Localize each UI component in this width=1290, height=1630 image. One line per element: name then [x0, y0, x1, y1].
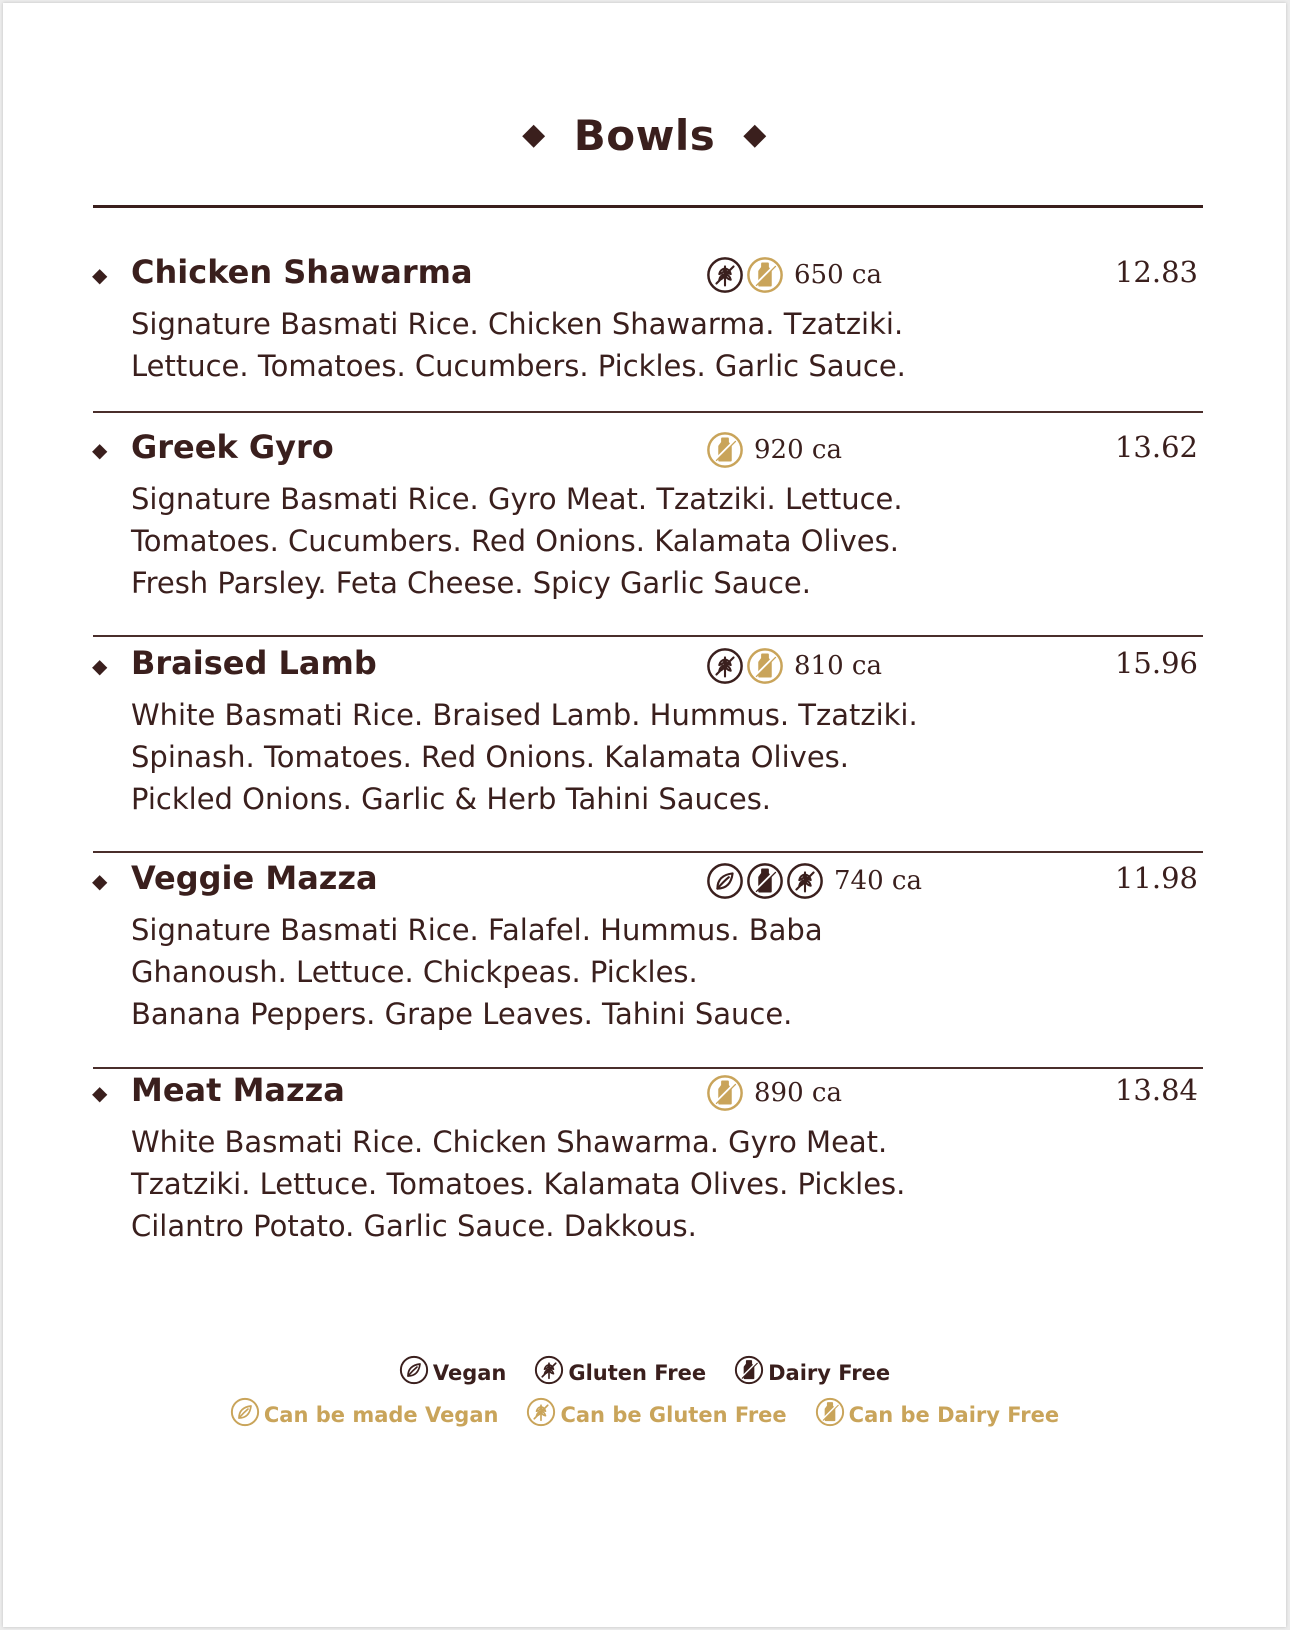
can-be-dairy-free-icon [815, 1397, 845, 1432]
description-line: Signature Basmati Rice. Gyro Meat. Tzatziki. Lettuce. [131, 482, 903, 516]
legend-item [399, 1355, 507, 1390]
description-line: Lettuce. Tomatoes. Cucumbers. Pickles. Garlic Sauce. [131, 349, 906, 383]
item-calories: 810 ca [794, 651, 882, 681]
description-line: Pickled Onions. Garlic & Herb Tahini Sauces. [131, 782, 772, 816]
item-price: 13.62 [1114, 430, 1198, 464]
item-diet-badges [706, 431, 842, 469]
item-description [131, 478, 1031, 604]
can-be-dairy-free-icon [706, 431, 744, 469]
item-price: 11.98 [1114, 861, 1198, 895]
item-bullet-icon: ◆ [92, 869, 108, 893]
vegan-icon [706, 862, 744, 900]
title-divider [93, 205, 1203, 208]
description-line: Banana Peppers. Grape Leaves. Tahini Sauce. [131, 997, 793, 1031]
description-line: White Basmati Rice. Chicken Shawarma. Gyro Meat. [131, 1125, 888, 1159]
can-be-dairy-free-icon [746, 256, 784, 294]
item-description [131, 694, 1031, 820]
section-heading [3, 111, 1286, 160]
can-be-gluten-free-icon [526, 1397, 556, 1432]
can-be-vegan-icon [230, 1397, 260, 1432]
item-name: Veggie Mazza [131, 859, 378, 897]
item-price: 12.83 [1114, 255, 1198, 289]
item-diet-badges [706, 256, 882, 294]
description-line: Signature Basmati Rice. Falafel. Hummus. Baba [131, 913, 823, 947]
item-name: Chicken Shawarma [131, 253, 473, 291]
dairy-free-icon [734, 1355, 764, 1390]
legend-item [534, 1355, 706, 1390]
legend-item [526, 1397, 786, 1432]
gluten-free-icon [534, 1355, 564, 1390]
item-calories: 890 ca [754, 1078, 842, 1108]
item-diet-badges [706, 647, 882, 685]
item-name: Braised Lamb [131, 644, 377, 682]
gluten-free-icon [786, 862, 824, 900]
item-description [131, 303, 1031, 387]
item-name: Greek Gyro [131, 428, 334, 466]
legend-item [815, 1397, 1059, 1432]
item-calories: 650 ca [794, 260, 882, 290]
description-line: Spinash. Tomatoes. Red Onions. Kalamata Olives. [131, 740, 850, 774]
description-line: Signature Basmati Rice. Chicken Shawarma. Tzatziki. [131, 307, 904, 341]
description-line: Cilantro Potato. Garlic Sauce. Dakkous. [131, 1209, 697, 1243]
item-name: Meat Mazza [131, 1071, 345, 1109]
description-line: Ghanoush. Lettuce. Chickpeas. Pickles. [131, 955, 698, 989]
legend-label: Can be Gluten Free [560, 1402, 787, 1427]
item-bullet-icon: ◆ [92, 654, 108, 678]
section-title: Bowls [573, 111, 716, 160]
item-divider [93, 1067, 1203, 1069]
diet-legend-primary [3, 1355, 1286, 1390]
legend-label: Dairy Free [768, 1360, 891, 1385]
item-divider [93, 851, 1203, 853]
item-divider [93, 635, 1203, 637]
diet-legend-secondary [3, 1397, 1286, 1432]
item-description [131, 1121, 1031, 1247]
item-divider [93, 411, 1203, 413]
item-bullet-icon: ◆ [92, 263, 108, 287]
item-price: 15.96 [1114, 646, 1198, 680]
legend-item [230, 1397, 499, 1432]
item-bullet-icon: ◆ [92, 438, 108, 462]
item-price: 13.84 [1114, 1073, 1198, 1107]
item-bullet-icon: ◆ [92, 1081, 108, 1105]
item-calories: 920 ca [754, 435, 842, 465]
legend-item [734, 1355, 890, 1390]
menu-page [3, 3, 1286, 1627]
diamond-left-icon: ◆ [522, 117, 546, 152]
gluten-free-icon [706, 647, 744, 685]
dairy-free-icon [746, 862, 784, 900]
item-calories: 740 ca [834, 866, 922, 896]
item-diet-badges [706, 1074, 842, 1112]
legend-label: Vegan [432, 1360, 507, 1385]
item-diet-badges [706, 862, 922, 900]
description-line: Tomatoes. Cucumbers. Red Onions. Kalamata Olives. [131, 524, 899, 558]
can-be-dairy-free-icon [706, 1074, 744, 1112]
legend-label: Can be made Vegan [263, 1402, 499, 1427]
description-line: Fresh Parsley. Feta Cheese. Spicy Garlic Sauce. [131, 566, 811, 600]
diamond-right-icon: ◆ [743, 117, 767, 152]
description-line: White Basmati Rice. Braised Lamb. Hummus. Tzatziki. [131, 698, 918, 732]
legend-label: Can be Dairy Free [848, 1402, 1060, 1427]
can-be-dairy-free-icon [746, 647, 784, 685]
description-line: Tzatziki. Lettuce. Tomatoes. Kalamata Olives. Pickles. [131, 1167, 906, 1201]
vegan-icon [399, 1355, 429, 1390]
gluten-free-icon [706, 256, 744, 294]
legend-label: Gluten Free [568, 1360, 707, 1385]
item-description [131, 909, 1031, 1035]
